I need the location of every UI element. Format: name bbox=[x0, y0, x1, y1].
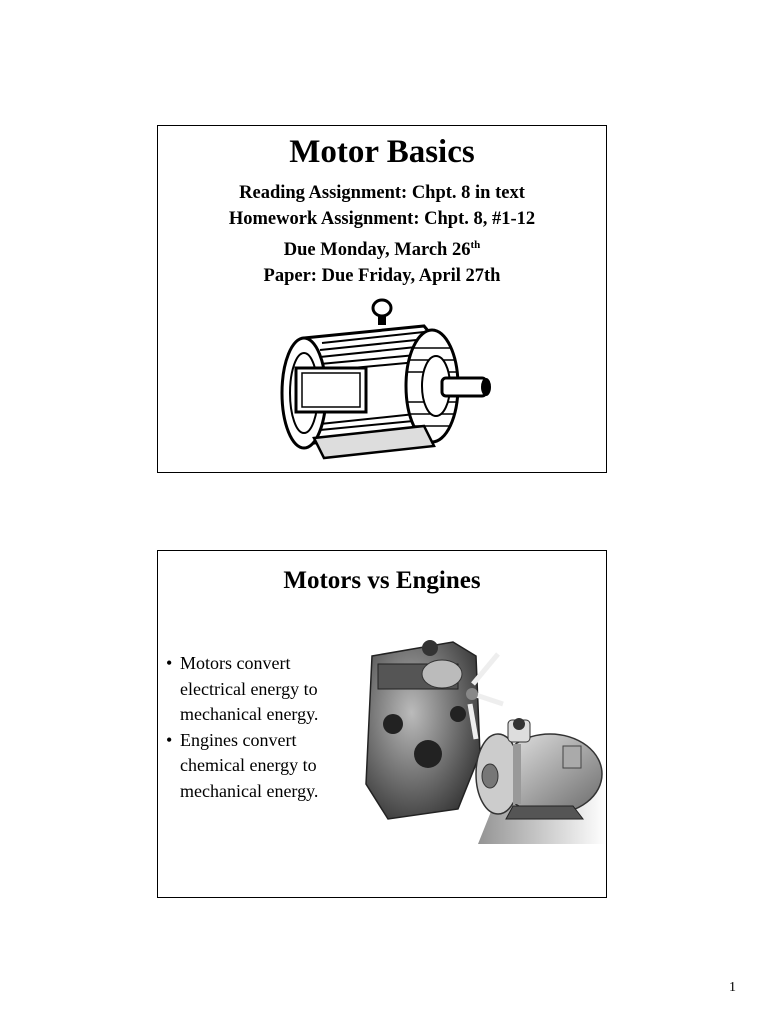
comparison-bullet-list bbox=[166, 651, 356, 804]
list-item: • Motors convert electrical energy to mechanical energy. bbox=[166, 653, 319, 724]
slide-motor-basics bbox=[157, 125, 607, 473]
electric-motor-illustration bbox=[274, 298, 496, 464]
paper-due-date: Paper: Due Friday, April 27th bbox=[263, 266, 501, 287]
due-date: Due Monday, March 26th bbox=[283, 239, 481, 261]
slide-motors-vs-engines bbox=[157, 550, 607, 898]
homework-assignment: Homework Assignment: Chpt. 8, #1-12 bbox=[228, 209, 536, 229]
assignment-list bbox=[158, 180, 606, 289]
engine-and-motor-photo bbox=[358, 634, 606, 844]
list-item: • Engines convert chemical energy to mechanical energy. bbox=[166, 729, 319, 801]
slide-title: Motors vs Engines bbox=[283, 567, 481, 594]
bullet-icon: • bbox=[166, 653, 173, 673]
page-number: 1 bbox=[729, 980, 736, 995]
slide-title: Motor Basics bbox=[289, 134, 475, 170]
bullet-icon: • bbox=[166, 729, 173, 750]
reading-assignment: Reading Assignment: Chpt. 8 in text bbox=[239, 183, 525, 203]
